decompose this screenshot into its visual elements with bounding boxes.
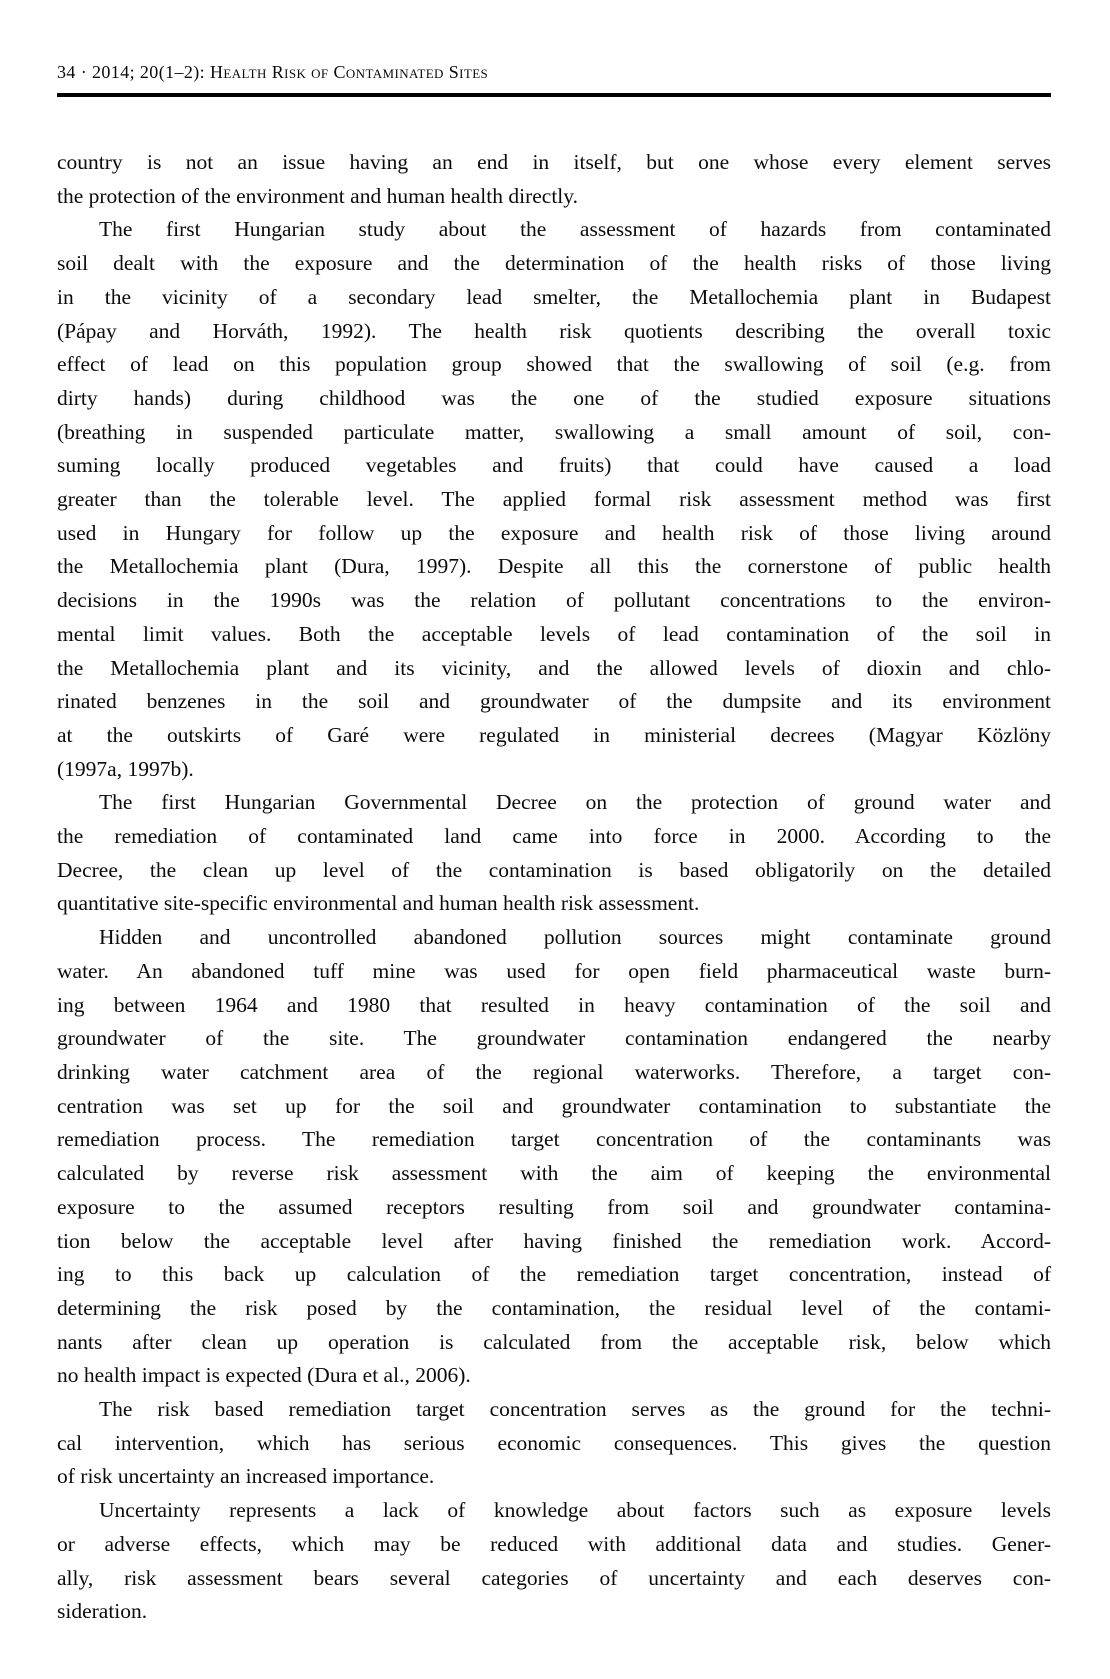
text-line: the protection of the environment and human health directly.: [57, 183, 579, 208]
text-line: The risk based remediation target concentration serves as the ground for the techni-: [99, 1397, 1051, 1422]
text-line: determining the risk posed by the contamination, the residual level of the contami-: [57, 1295, 1051, 1320]
paragraph: [57, 146, 1051, 213]
text-line: country is not an issue having an end in itself, but one whose every element serves: [57, 150, 1051, 174]
text-line: (Pápay and Horváth, 1992). The health risk quotients describing the overall toxic: [57, 318, 1051, 343]
text-line: ally, risk assessment bears several categories of uncertainty and each deserves con-: [57, 1565, 1051, 1590]
text-line: of risk uncertainty an increased importance.: [57, 1464, 435, 1489]
text-line: ing to this back up calculation of the remediation target concentration, instead of: [57, 1262, 1051, 1287]
header-running-title: Health Risk of Contaminated Sites: [209, 62, 489, 82]
text-line: exposure to the assumed receptors resulting from soil and groundwater contamina-: [57, 1194, 1051, 1219]
paragraph: [57, 921, 1051, 1393]
text-line: at the outskirts of Garé were regulated in ministerial decrees (Magyar Közlöny: [57, 722, 1051, 747]
text-line: in the vicinity of a secondary lead smelter, the Metallochemia plant in Budapest: [57, 284, 1051, 309]
text-line: used in Hungary for follow up the exposure and health risk of those living around: [57, 520, 1051, 545]
paragraph: [57, 213, 1051, 786]
text-line: greater than the tolerable level. The applied formal risk assessment method was first: [57, 487, 1051, 512]
text-line: Decree, the clean up level of the contamination is based obligatorily on the detailed: [57, 857, 1051, 882]
text-line: nants after clean up operation is calculated from the acceptable risk, below which: [57, 1329, 1051, 1354]
text-line: tion below the acceptable level after having finished the remediation work. Accord-: [57, 1228, 1051, 1253]
text-line: the Metallochemia plant (Dura, 1997). Despite all this the cornerstone of public health: [57, 554, 1051, 579]
text-line: quantitative site-specific environmental and human health risk assessment.: [57, 891, 700, 916]
text-line: sideration.: [57, 1599, 148, 1624]
text-line: the remediation of contaminated land came into force in 2000. According to the: [57, 824, 1051, 849]
text-line: The first Hungarian Governmental Decree on the protection of ground water and: [99, 790, 1051, 815]
text-line: Uncertainty represents a lack of knowledge about factors such as exposure levels: [99, 1498, 1051, 1523]
text-line: suming locally produced vegetables and fruits) that could have caused a load: [57, 453, 1051, 478]
header-rule: [57, 93, 1051, 97]
header-citation: 34 · 2014; 20(1–2):: [57, 62, 210, 82]
text-line: decisions in the 1990s was the relation of pollutant concentrations to the environ-: [57, 588, 1051, 613]
paragraph: [57, 1494, 1051, 1629]
text-line: ing between 1964 and 1980 that resulted in heavy contamination of the soil and: [57, 992, 1051, 1017]
text-line: or adverse effects, which may be reduced with additional data and studies. Gener-: [57, 1531, 1051, 1556]
text-line: (1997a, 1997b).: [57, 756, 194, 781]
text-line: drinking water catchment area of the regional waterworks. Therefore, a target con-: [57, 1059, 1051, 1084]
text-line: remediation process. The remediation target concentration of the contaminants was: [57, 1127, 1051, 1152]
text-line: effect of lead on this population group showed that the swallowing of soil (e.g. from: [57, 352, 1051, 377]
text-line: mental limit values. Both the acceptable levels of lead contamination of the soil in: [57, 621, 1051, 646]
text-line: water. An abandoned tuff mine was used for open field pharmaceutical waste burn-: [57, 958, 1051, 983]
text-line: (breathing in suspended particulate matter, swallowing a small amount of soil, con-: [57, 419, 1051, 444]
page-header: [57, 62, 1051, 83]
text-line: calculated by reverse risk assessment with the aim of keeping the environmental: [57, 1161, 1051, 1186]
text-line: dirty hands) during childhood was the one of the studied exposure situations: [57, 385, 1051, 410]
text-line: The first Hungarian study about the assessment of hazards from contaminated: [99, 217, 1051, 242]
text-line: soil dealt with the exposure and the determination of the health risks of those living: [57, 251, 1051, 276]
text-line: groundwater of the site. The groundwater contamination endangered the nearby: [57, 1026, 1051, 1051]
text-line: centration was set up for the soil and groundwater contamination to substantiate the: [57, 1093, 1051, 1118]
text-line: cal intervention, which has serious economic consequences. This gives the question: [57, 1430, 1051, 1455]
paragraph: [57, 786, 1051, 921]
text-line: rinated benzenes in the soil and groundwater of the dumpsite and its environment: [57, 689, 1051, 714]
text-line: no health impact is expected (Dura et al., 2006).: [57, 1363, 471, 1388]
article-body: [57, 146, 1051, 1629]
text-line: Hidden and uncontrolled abandoned pollution sources might contaminate ground: [99, 925, 1051, 950]
text-line: the Metallochemia plant and its vicinity, and the allowed levels of dioxin and chlo-: [57, 655, 1051, 680]
paragraph: [57, 1393, 1051, 1494]
